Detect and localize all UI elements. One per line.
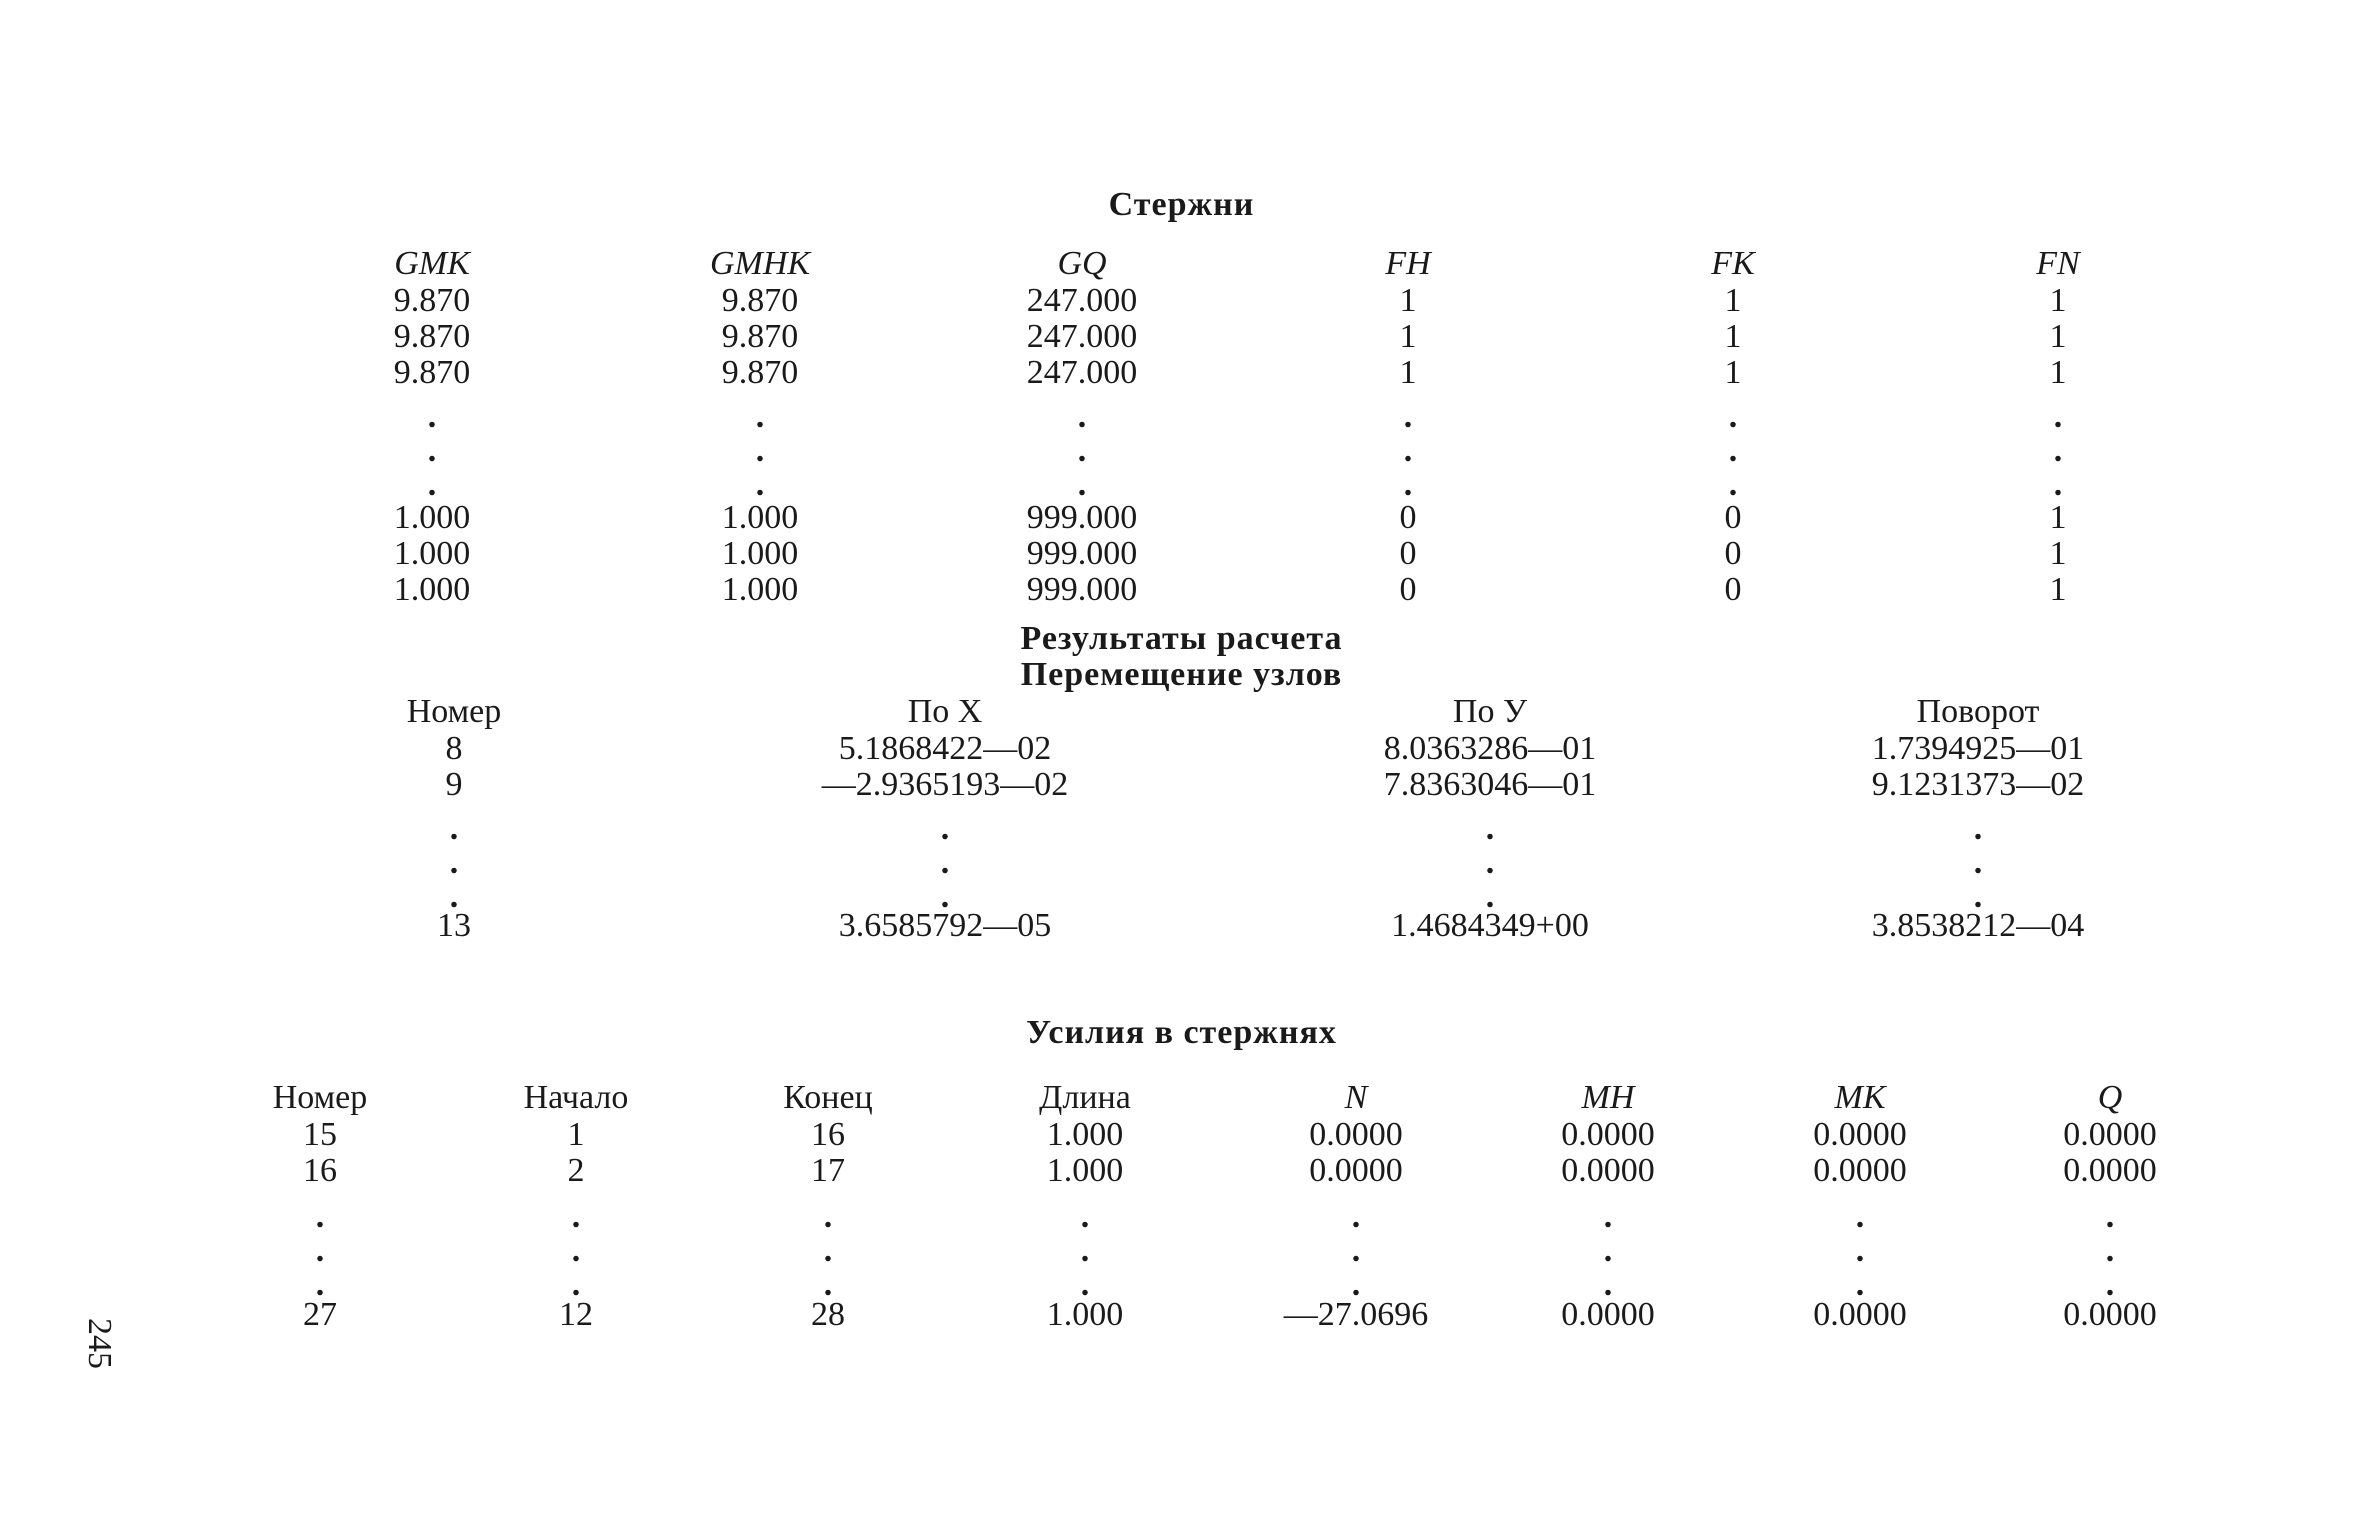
- ellipsis-dot: .: [1603, 1266, 1613, 1303]
- ellipsis-dot: .: [1603, 1198, 1613, 1235]
- table-cell: 9.1231373—02: [1871, 766, 2085, 803]
- table-cell: 1.000: [393, 499, 471, 536]
- table-cell: 28: [811, 1296, 845, 1333]
- table-cell: 13: [437, 907, 471, 944]
- table-cell: 1: [2049, 354, 2067, 391]
- ellipsis-dot: .: [1403, 432, 1413, 469]
- ellipsis-dot: .: [2105, 1198, 2115, 1235]
- ellipsis-dot: .: [1077, 466, 1087, 503]
- table-cell: 8.0363286—01: [1383, 730, 1597, 767]
- ellipsis-dot: .: [571, 1198, 581, 1235]
- table-cell: 999.000: [1026, 499, 1138, 536]
- ellipsis-dot: .: [315, 1198, 325, 1235]
- table-cell: 9.870: [721, 282, 799, 319]
- table-cell: 3.6585792—05: [838, 907, 1052, 944]
- ellipsis-dot: .: [1728, 466, 1738, 503]
- table-cell: 1: [2049, 282, 2067, 319]
- table-cell: 0: [1724, 535, 1742, 572]
- ellipsis-dot: .: [1351, 1198, 1361, 1235]
- column-header: GQ: [1057, 245, 1107, 282]
- table-cell: 1: [1724, 282, 1742, 319]
- ellipsis-dot: .: [1080, 1198, 1090, 1235]
- ellipsis-dot: .: [1485, 878, 1495, 915]
- column-header: Начало: [523, 1079, 629, 1116]
- column-header: FH: [1385, 245, 1431, 282]
- table-cell: 1.4684349+00: [1391, 907, 1589, 944]
- column-header: FN: [2036, 245, 2080, 282]
- column-header: Длина: [1039, 1079, 1131, 1116]
- ellipsis-dot: .: [940, 878, 950, 915]
- table-cell: —27.0696: [1283, 1296, 1429, 1333]
- table-cell: 12: [559, 1296, 593, 1333]
- table-cell: 0: [1399, 499, 1417, 536]
- column-header: MK: [1834, 1079, 1886, 1116]
- table-cell: 9.870: [721, 354, 799, 391]
- table-cell: 9.870: [393, 282, 471, 319]
- table-cell: 16: [303, 1152, 337, 1189]
- table-cell: 1.000: [721, 571, 799, 608]
- results-title: Результаты расчета: [1020, 620, 1343, 657]
- table-cell: 0.0000: [1813, 1116, 1907, 1153]
- ellipsis-dot: .: [1351, 1266, 1361, 1303]
- ellipsis-dot: .: [823, 1232, 833, 1269]
- ellipsis-dot: .: [755, 432, 765, 469]
- column-header: Конец: [783, 1079, 873, 1116]
- ellipsis-dot: .: [940, 810, 950, 847]
- table-cell: 1: [1724, 354, 1742, 391]
- ellipsis-dot: .: [1351, 1232, 1361, 1269]
- ellipsis-dot: .: [755, 398, 765, 435]
- column-header: Номер: [272, 1079, 368, 1116]
- table-cell: 9.870: [393, 354, 471, 391]
- table-cell: 1.000: [1046, 1116, 1124, 1153]
- ellipsis-dot: .: [315, 1266, 325, 1303]
- table-cell: 1: [567, 1116, 585, 1153]
- ellipsis-dot: .: [1485, 844, 1495, 881]
- ellipsis-dot: .: [755, 466, 765, 503]
- table-cell: 5.1868422—02: [838, 730, 1052, 767]
- ellipsis-dot: .: [449, 810, 459, 847]
- ellipsis-dot: .: [2053, 466, 2063, 503]
- table-cell: 247.000: [1026, 282, 1138, 319]
- table-cell: 1.7394925—01: [1871, 730, 2085, 767]
- table-cell: 0.0000: [1561, 1152, 1655, 1189]
- ellipsis-dot: .: [315, 1232, 325, 1269]
- ellipsis-dot: .: [1077, 398, 1087, 435]
- ellipsis-dot: .: [571, 1266, 581, 1303]
- table-cell: 9.870: [393, 318, 471, 355]
- column-header: GMK: [394, 245, 470, 282]
- table-cell: 0.0000: [1813, 1152, 1907, 1189]
- table-cell: 2: [567, 1152, 585, 1189]
- table-cell: 1: [2049, 535, 2067, 572]
- table-cell: 999.000: [1026, 535, 1138, 572]
- table-cell: 0.0000: [1561, 1116, 1655, 1153]
- column-header: По X: [907, 693, 983, 730]
- ellipsis-dot: .: [427, 466, 437, 503]
- rods-title: Стержни: [1108, 186, 1255, 223]
- ellipsis-dot: .: [1080, 1232, 1090, 1269]
- column-header: FK: [1711, 245, 1755, 282]
- table-cell: 999.000: [1026, 571, 1138, 608]
- ellipsis-dot: .: [427, 398, 437, 435]
- column-header: Поворот: [1916, 693, 2040, 730]
- table-cell: 0.0000: [1309, 1152, 1403, 1189]
- table-cell: 7.8363046—01: [1383, 766, 1597, 803]
- ellipsis-dot: .: [2105, 1232, 2115, 1269]
- table-cell: 0.0000: [2063, 1116, 2157, 1153]
- table-cell: 3.8538212—04: [1871, 907, 2085, 944]
- ellipsis-dot: .: [1973, 810, 1983, 847]
- table-cell: 1: [1399, 282, 1417, 319]
- ellipsis-dot: .: [1485, 810, 1495, 847]
- ellipsis-dot: .: [1403, 466, 1413, 503]
- ellipsis-dot: .: [1728, 398, 1738, 435]
- column-header: Номер: [406, 693, 502, 730]
- ellipsis-dot: .: [449, 844, 459, 881]
- table-cell: 247.000: [1026, 354, 1138, 391]
- ellipsis-dot: .: [2105, 1266, 2115, 1303]
- results-subtitle: Перемещение узлов: [1020, 656, 1343, 693]
- table-cell: 1.000: [393, 535, 471, 572]
- column-header: GMHK: [709, 245, 811, 282]
- ellipsis-dot: .: [1728, 432, 1738, 469]
- ellipsis-dot: .: [1973, 844, 1983, 881]
- ellipsis-dot: .: [823, 1266, 833, 1303]
- column-header: Q: [2097, 1079, 2123, 1116]
- ellipsis-dot: .: [1855, 1198, 1865, 1235]
- table-cell: 8: [445, 730, 463, 767]
- table-cell: 247.000: [1026, 318, 1138, 355]
- table-cell: —2.9365193—02: [821, 766, 1069, 803]
- table-cell: 0.0000: [2063, 1152, 2157, 1189]
- table-cell: 1: [2049, 571, 2067, 608]
- table-cell: 9: [445, 766, 463, 803]
- table-cell: 0.0000: [1813, 1296, 1907, 1333]
- ellipsis-dot: .: [1077, 432, 1087, 469]
- table-cell: 0: [1399, 571, 1417, 608]
- column-header: N: [1344, 1079, 1368, 1116]
- table-cell: 1.000: [1046, 1296, 1124, 1333]
- ellipsis-dot: .: [571, 1232, 581, 1269]
- table-cell: 1: [1724, 318, 1742, 355]
- table-cell: 0.0000: [1561, 1296, 1655, 1333]
- ellipsis-dot: .: [2053, 432, 2063, 469]
- ellipsis-dot: .: [2053, 398, 2063, 435]
- table-cell: 27: [303, 1296, 337, 1333]
- table-cell: 9.870: [721, 318, 799, 355]
- table-cell: 1.000: [393, 571, 471, 608]
- table-cell: 0.0000: [1309, 1116, 1403, 1153]
- table-cell: 1.000: [721, 499, 799, 536]
- table-cell: 15: [303, 1116, 337, 1153]
- ellipsis-dot: .: [1403, 398, 1413, 435]
- ellipsis-dot: .: [1855, 1266, 1865, 1303]
- ellipsis-dot: .: [1855, 1232, 1865, 1269]
- ellipsis-dot: .: [427, 432, 437, 469]
- ellipsis-dot: .: [1973, 878, 1983, 915]
- table-cell: 1: [1399, 354, 1417, 391]
- ellipsis-dot: .: [1603, 1232, 1613, 1269]
- table-cell: 1.000: [721, 535, 799, 572]
- table-cell: 1: [2049, 499, 2067, 536]
- table-cell: 0: [1724, 499, 1742, 536]
- column-header: MH: [1581, 1079, 1635, 1116]
- table-cell: 1: [1399, 318, 1417, 355]
- ellipsis-dot: .: [940, 844, 950, 881]
- forces-title: Усилия в стержнях: [1026, 1014, 1337, 1051]
- table-cell: 0: [1724, 571, 1742, 608]
- page-number: 245: [81, 1318, 118, 1369]
- table-cell: 17: [811, 1152, 845, 1189]
- table-cell: 0.0000: [2063, 1296, 2157, 1333]
- table-cell: 1.000: [1046, 1152, 1124, 1189]
- ellipsis-dot: .: [823, 1198, 833, 1235]
- ellipsis-dot: .: [449, 878, 459, 915]
- table-cell: 0: [1399, 535, 1417, 572]
- ellipsis-dot: .: [1080, 1266, 1090, 1303]
- column-header: По У: [1452, 693, 1528, 730]
- table-cell: 16: [811, 1116, 845, 1153]
- table-cell: 1: [2049, 318, 2067, 355]
